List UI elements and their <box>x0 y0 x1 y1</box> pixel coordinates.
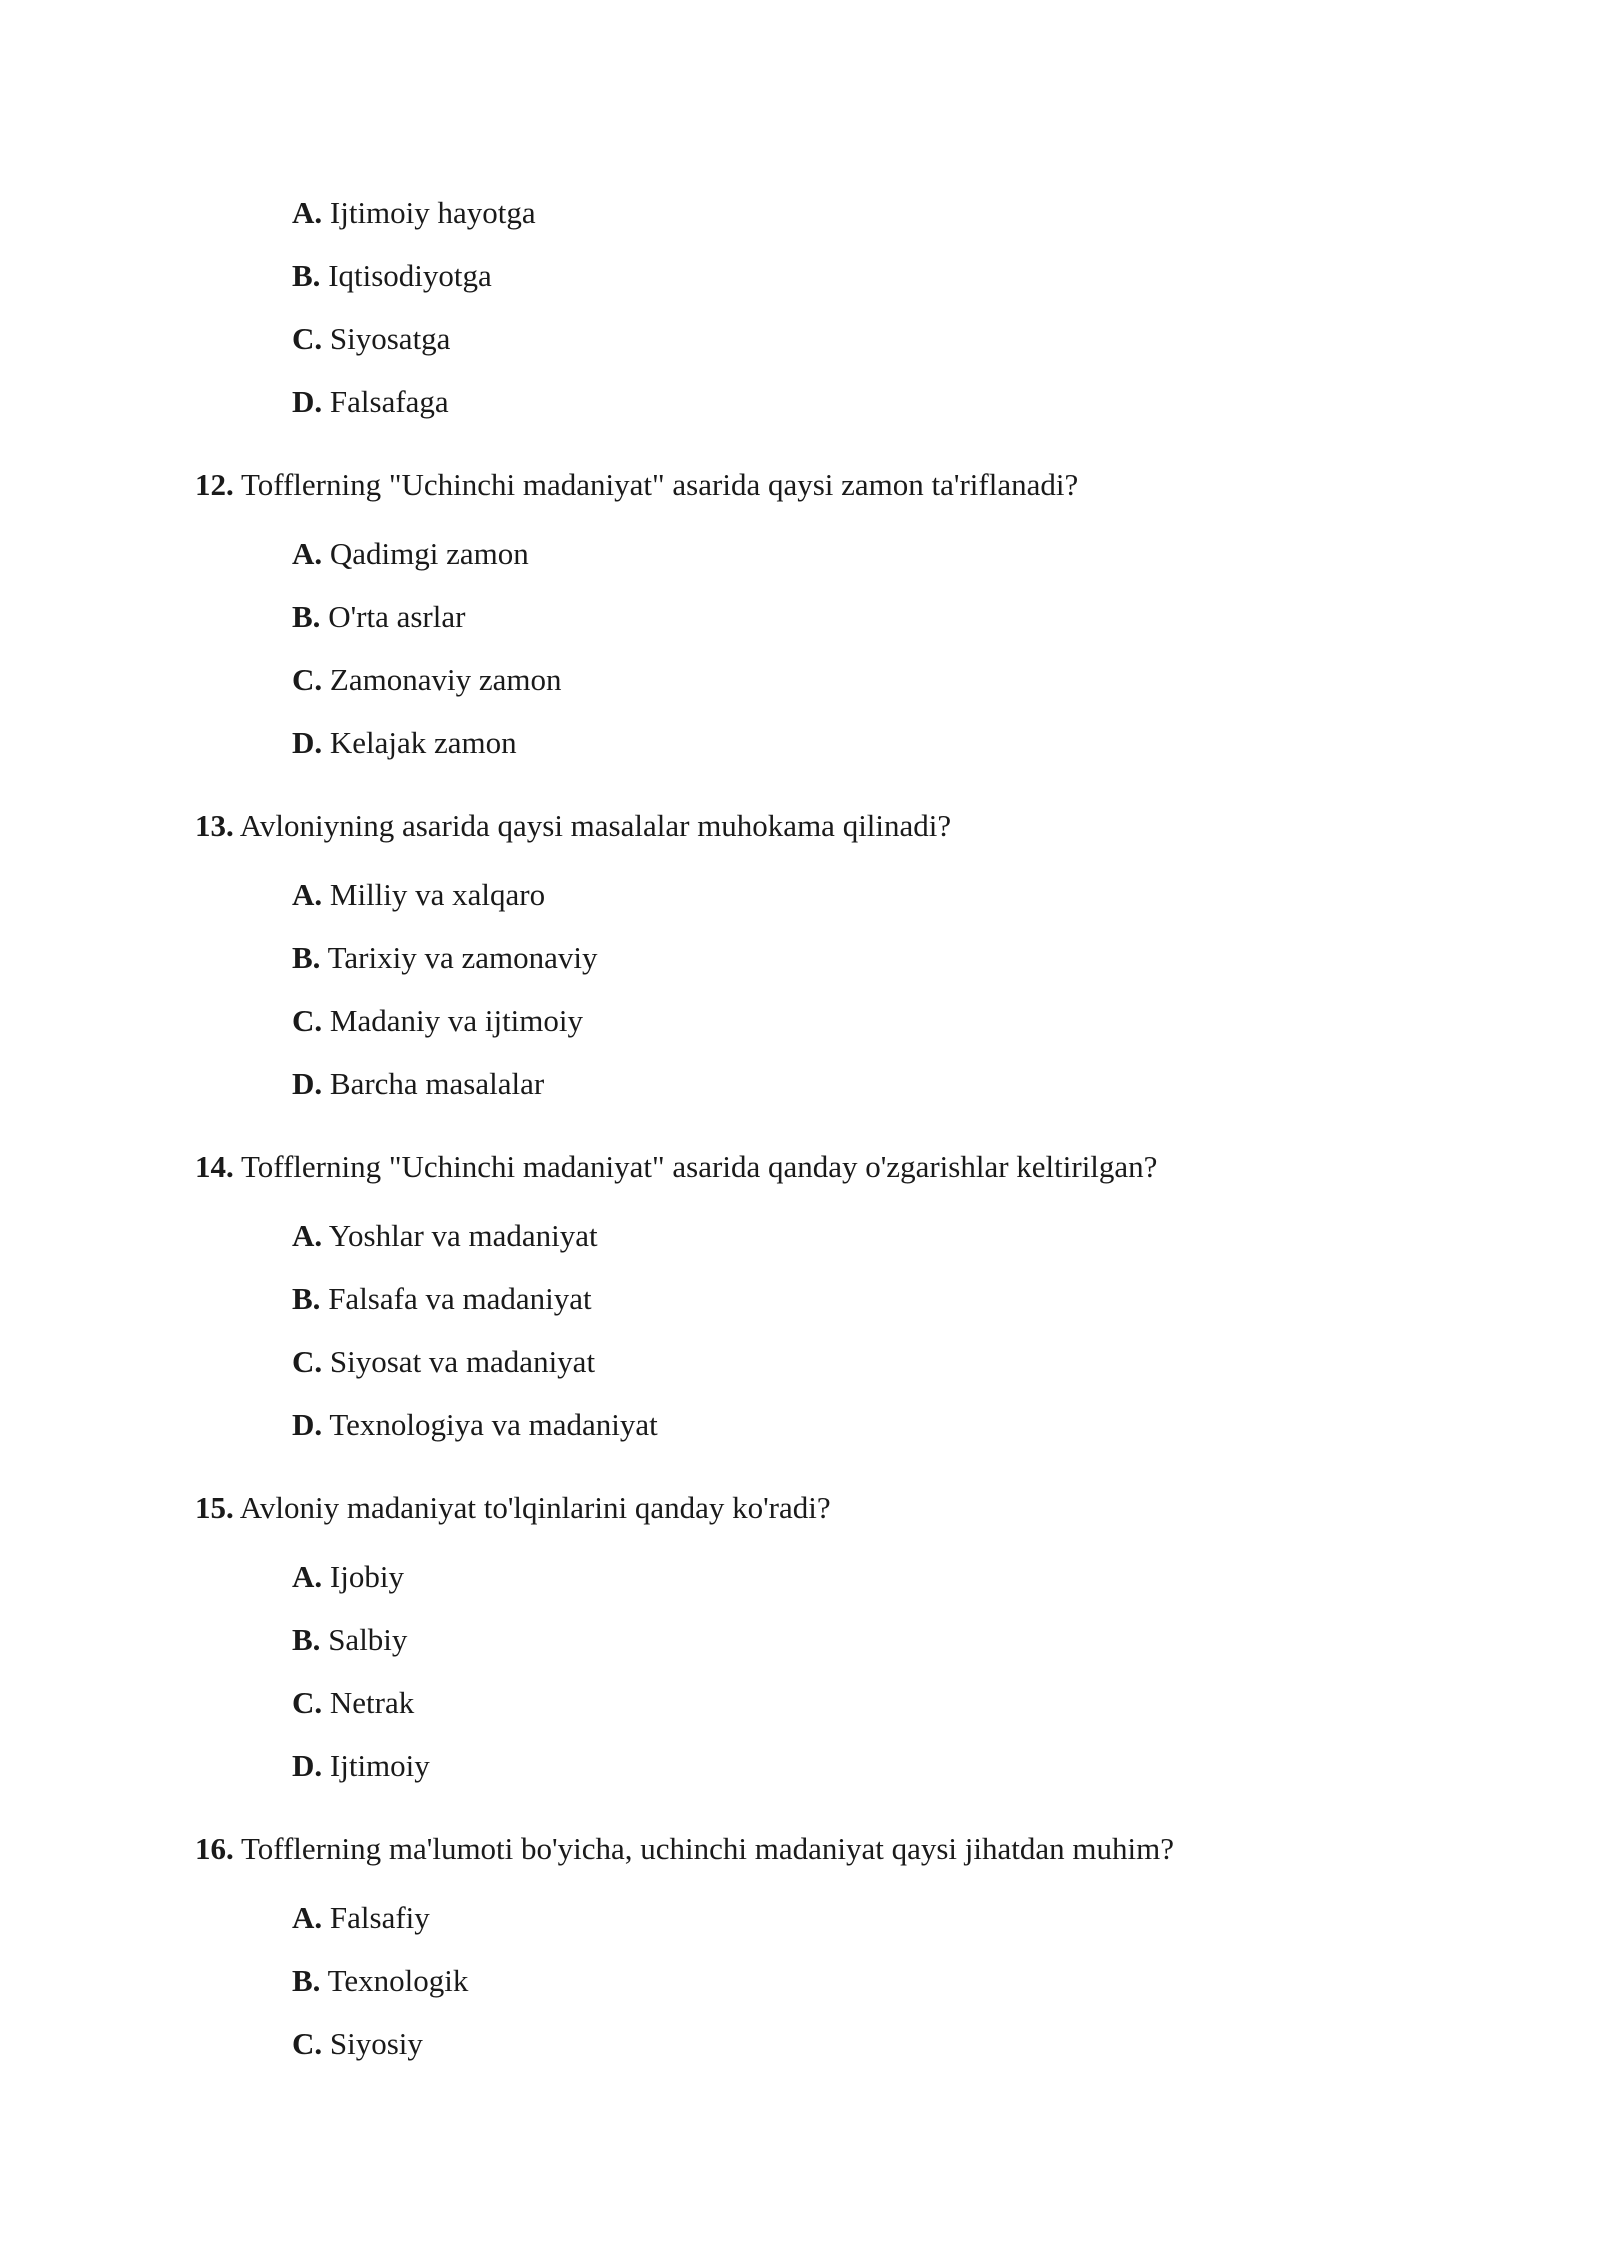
option-text: Milliy va xalqaro <box>329 877 546 912</box>
option-text: Siyosatga <box>329 321 451 356</box>
option-c <box>292 1685 414 1721</box>
option-c <box>292 321 450 357</box>
question-text: Tofflerning "Uchinchi madaniyat" asarida qanday o'zgarishlar keltirilgan? <box>240 1149 1158 1184</box>
question-15 <box>195 1490 831 1526</box>
option-text: Texnologiya va madaniyat <box>329 1407 658 1442</box>
option-text: Kelajak zamon <box>329 725 517 760</box>
option-a <box>292 877 545 913</box>
option-text: Ijtimoiy hayotga <box>329 195 536 230</box>
option-text: Iqtisodiyotga <box>328 258 492 293</box>
option-c <box>292 1003 583 1039</box>
option-b <box>292 1622 407 1658</box>
option-letter: D. <box>292 725 323 760</box>
option-text: Siyosiy <box>329 2026 423 2061</box>
question-14 <box>195 1149 1157 1185</box>
option-b <box>292 1281 592 1317</box>
option-letter: C. <box>292 662 323 697</box>
option-a <box>292 195 536 231</box>
option-a <box>292 1559 404 1595</box>
option-text: Ijobiy <box>329 1559 404 1594</box>
option-d <box>292 1407 658 1443</box>
option-a <box>292 536 529 572</box>
question-number: 15. <box>195 1490 234 1525</box>
option-text: Salbiy <box>328 1622 408 1657</box>
option-letter: A. <box>292 1559 323 1594</box>
option-text: Madaniy va ijtimoiy <box>329 1003 584 1038</box>
option-a <box>292 1218 598 1254</box>
question-number: 12. <box>195 467 234 502</box>
option-letter: B. <box>292 940 321 975</box>
option-text: Falsafiy <box>329 1900 430 1935</box>
option-letter: D. <box>292 384 323 419</box>
option-d <box>292 1748 430 1784</box>
option-text: Falsafaga <box>329 384 449 419</box>
question-text: Tofflerning ma'lumoti bo'yicha, uchinchi madaniyat qaysi jihatdan muhim? <box>240 1831 1174 1866</box>
option-d <box>292 384 449 420</box>
option-text: Barcha masalalar <box>329 1066 545 1101</box>
option-letter: A. <box>292 195 323 230</box>
option-d <box>292 1066 544 1102</box>
option-text: Texnologik <box>327 1963 469 1998</box>
option-letter: C. <box>292 2026 323 2061</box>
option-text: Falsafa va madaniyat <box>328 1281 592 1316</box>
option-text: Yoshlar va madaniyat <box>328 1218 598 1253</box>
option-letter: C. <box>292 1685 323 1720</box>
option-letter: B. <box>292 599 321 634</box>
option-text: Ijtimoiy <box>329 1748 430 1783</box>
option-letter: B. <box>292 1963 321 1998</box>
option-c <box>292 662 561 698</box>
option-letter: A. <box>292 536 323 571</box>
option-text: Qadimgi zamon <box>329 536 529 571</box>
option-b <box>292 258 492 294</box>
option-letter: A. <box>292 1900 323 1935</box>
option-letter: B. <box>292 1281 321 1316</box>
option-letter: C. <box>292 1003 323 1038</box>
option-text: Siyosat va madaniyat <box>329 1344 596 1379</box>
question-number: 16. <box>195 1831 234 1866</box>
question-number: 13. <box>195 808 234 843</box>
question-12 <box>195 467 1078 503</box>
option-letter: C. <box>292 321 323 356</box>
question-16 <box>195 1831 1174 1867</box>
option-letter: D. <box>292 1407 323 1442</box>
option-text: Tarixiy va zamonaviy <box>327 940 598 975</box>
option-d <box>292 725 517 761</box>
option-b <box>292 599 465 635</box>
question-number: 14. <box>195 1149 234 1184</box>
option-b <box>292 1963 468 1999</box>
question-text: Avloniyning asarida qaysi masalalar muhokama qilinadi? <box>239 808 952 843</box>
option-a <box>292 1900 430 1936</box>
option-c <box>292 1344 595 1380</box>
option-letter: B. <box>292 258 321 293</box>
option-text: O'rta asrlar <box>328 599 466 634</box>
option-letter: B. <box>292 1622 321 1657</box>
option-b <box>292 940 597 976</box>
option-letter: D. <box>292 1066 323 1101</box>
question-text: Tofflerning "Uchinchi madaniyat" asarida qaysi zamon ta'riflanadi? <box>240 467 1079 502</box>
question-13 <box>195 808 951 844</box>
question-text: Avloniy madaniyat to'lqinlarini qanday ko'radi? <box>239 1490 831 1525</box>
option-text: Zamonaviy zamon <box>329 662 562 697</box>
option-letter: A. <box>292 1218 323 1253</box>
option-c <box>292 2026 423 2062</box>
option-letter: A. <box>292 877 323 912</box>
option-letter: D. <box>292 1748 323 1783</box>
option-text: Netrak <box>329 1685 415 1720</box>
option-letter: C. <box>292 1344 323 1379</box>
